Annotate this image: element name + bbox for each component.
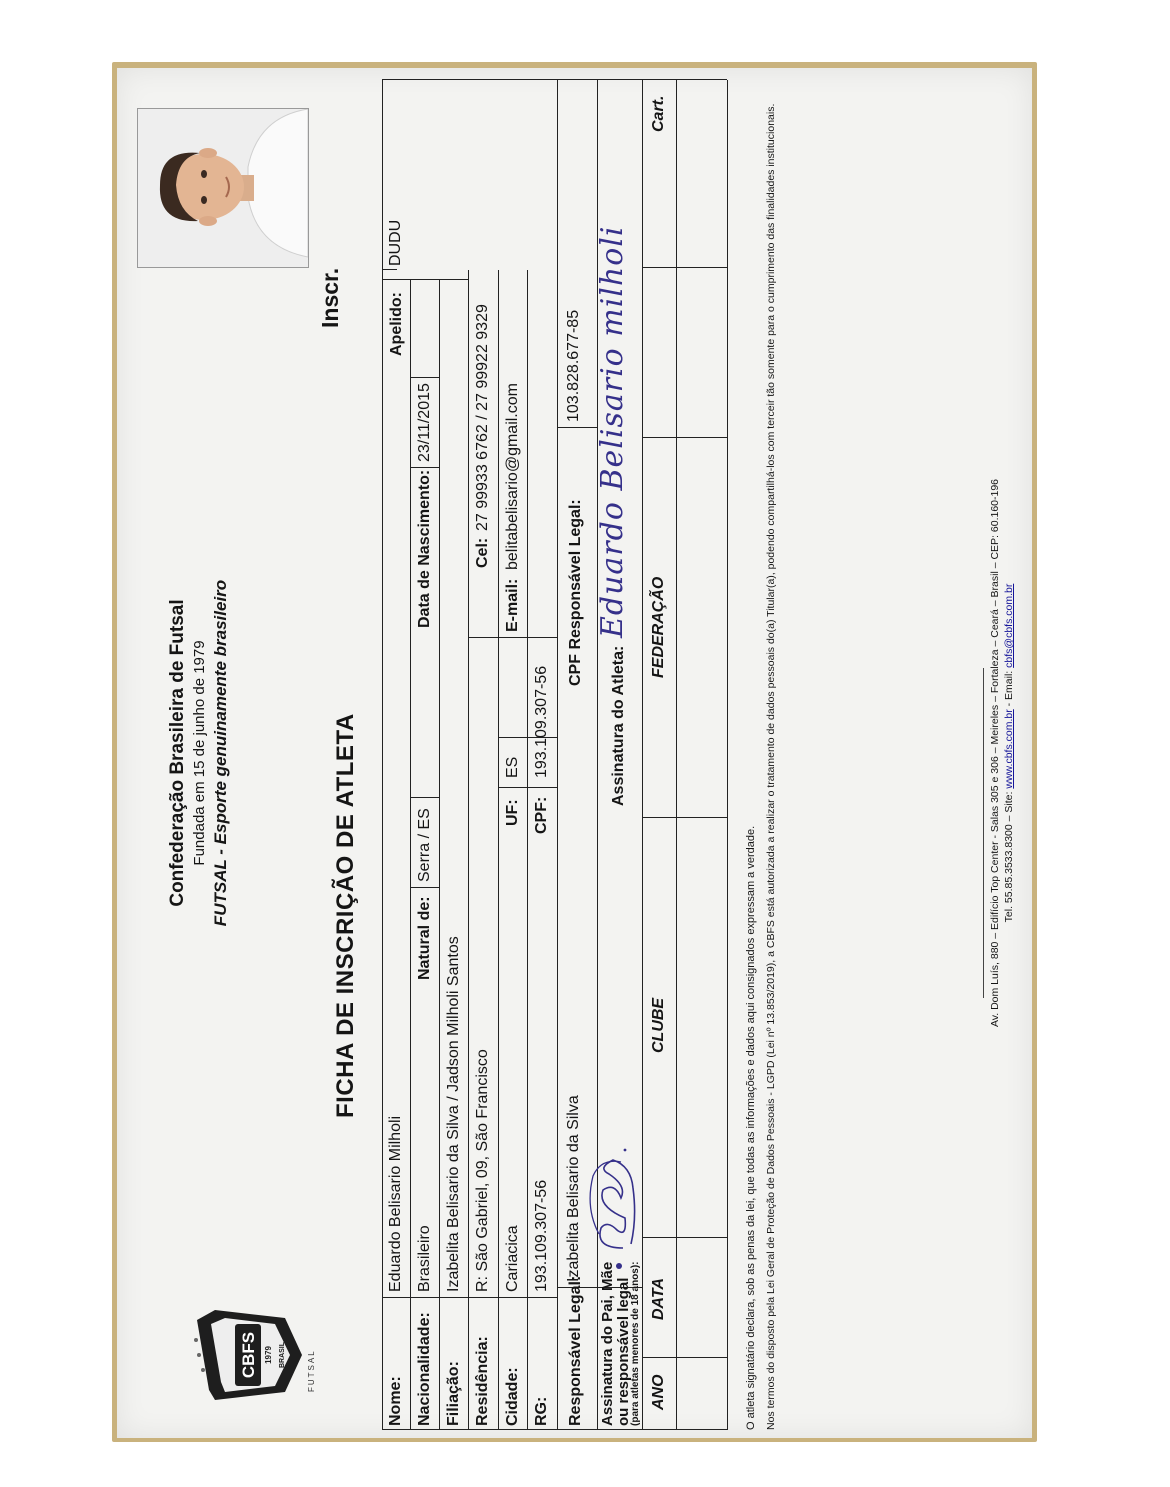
col-data: DATA bbox=[650, 1277, 667, 1320]
rule bbox=[410, 797, 439, 798]
nacionalidade-label: Nacionalidade: bbox=[416, 1312, 433, 1426]
cpf-responsavel-label: CPF Responsável Legal: bbox=[567, 499, 584, 686]
cidade-label: Cidade: bbox=[504, 1367, 521, 1426]
assinatura-pai-note: (para atletas menores de 18 anos): bbox=[630, 1261, 641, 1426]
athlete-signature: Eduardo Belisario milholi bbox=[595, 225, 630, 638]
assinatura-atleta-label: Assinatura do Atleta: bbox=[610, 645, 627, 806]
scanned-paper bbox=[117, 68, 1032, 1438]
declaration-text: O atleta signatário declara, sob as penas da lei, que todas as informações e dados aqui consignados expressam a verdade. bbox=[745, 825, 757, 1430]
rule bbox=[498, 270, 499, 1430]
rule bbox=[382, 279, 468, 280]
inscr-label: Inscr. bbox=[317, 267, 343, 328]
rule bbox=[410, 280, 411, 1430]
nacionalidade-value: Brasileiro bbox=[416, 1225, 433, 1292]
cidade-value: Cariacica bbox=[504, 1225, 521, 1292]
footer-rule bbox=[983, 668, 984, 998]
nascimento-value: 23/11/2015 bbox=[416, 383, 433, 462]
footer-email-link[interactable]: cbfs@cbfs.com.br bbox=[1003, 583, 1015, 668]
footer-site-link[interactable]: www.cbfs.com.br bbox=[1003, 709, 1015, 789]
rule bbox=[410, 467, 439, 468]
rule bbox=[642, 1237, 727, 1238]
uf-label: UF: bbox=[504, 799, 521, 826]
filiacao-label: Filiação: bbox=[445, 1361, 462, 1426]
responsavel-value: Izabelita Belisario da Silva bbox=[565, 1095, 582, 1282]
rg-value: 193.109.307-56 bbox=[533, 1179, 550, 1292]
rule bbox=[727, 80, 728, 1430]
svg-text:1979: 1979 bbox=[264, 1346, 273, 1364]
col-ano: ANO bbox=[650, 1374, 667, 1410]
rule bbox=[527, 270, 528, 1430]
nome-value: Eduardo Belisario Milholi bbox=[387, 1115, 404, 1292]
parent-signature bbox=[587, 1138, 642, 1278]
residencia-value: R: São Gabriel, 09, São Francisco bbox=[474, 1049, 491, 1292]
registration-form bbox=[117, 68, 1032, 1438]
rule bbox=[439, 280, 440, 1430]
uf-value: ES bbox=[504, 756, 521, 778]
footer-contact bbox=[1003, 68, 1015, 1438]
residencia-label: Residência: bbox=[474, 1336, 491, 1426]
rule bbox=[642, 267, 727, 268]
athlete-photo bbox=[137, 108, 309, 268]
rule bbox=[676, 80, 677, 1430]
cpf-responsavel-value: 103.828.677-85 bbox=[565, 309, 582, 422]
rule bbox=[557, 427, 597, 428]
rg-label: RG: bbox=[533, 1396, 550, 1426]
rule bbox=[382, 79, 727, 80]
rule bbox=[642, 437, 727, 438]
assinatura-pai-label-1: Assinatura do Pai, Mãe bbox=[599, 1261, 616, 1426]
apelido-value: DUDU bbox=[387, 219, 404, 266]
assinatura-pai-label-2: ou responsável legal bbox=[615, 1277, 632, 1426]
col-clube: CLUBE bbox=[650, 997, 667, 1053]
rule bbox=[382, 1429, 727, 1430]
logo-subtitle: FUTSAL bbox=[307, 1349, 316, 1392]
footer-email-prefix: - Email: bbox=[1003, 670, 1015, 707]
rule bbox=[468, 637, 557, 638]
form-title: FICHA DE INSCRIÇÃO DE ATLETA bbox=[332, 713, 359, 1118]
rule bbox=[557, 80, 558, 1430]
email-label: E-mail: bbox=[504, 578, 521, 632]
filiacao-value: Izabelita Belisario da Silva / Jadson Milholi Santos bbox=[445, 936, 462, 1292]
org-founded: Fundada em 15 de junho de 1979 bbox=[191, 640, 208, 866]
rule bbox=[468, 270, 469, 1430]
rule bbox=[642, 817, 727, 818]
email-value: belitabelisario@gmail.com bbox=[504, 383, 521, 570]
cel-label: Cel: bbox=[474, 537, 491, 568]
lgpd-text: Nos termos do disposto pela Lei Geral de Proteção de Dados Pessoais - LGPD (Lei nº 13.853/2019), a CBFS está autorizada a realizar o tratamento de dados pessoais do(a) Titular(a), podendo compartilhá-los com terceir tão somente para o cumprimento das finalidades institucionais. bbox=[765, 103, 777, 1430]
rule bbox=[642, 1357, 727, 1358]
natural-value: Serra / ES bbox=[416, 808, 433, 882]
rule bbox=[382, 1297, 557, 1298]
responsavel-label: Responsável Legal: bbox=[567, 1275, 584, 1426]
col-federacao: FEDERAÇÃO bbox=[650, 576, 667, 678]
svg-text:BRASIL: BRASIL bbox=[279, 1341, 286, 1369]
cpf-label: CPF: bbox=[533, 796, 550, 834]
cpf-value: 193.109.307-56 bbox=[533, 665, 550, 778]
cel-value: 27 99933 6762 / 27 99922 9329 bbox=[474, 304, 491, 531]
rule bbox=[410, 377, 439, 378]
rule bbox=[410, 887, 439, 888]
footer-tel: Tel. 55.85.3533.8300 – Site: bbox=[1003, 791, 1015, 923]
footer-address: Av. Dom Luís, 880 – Edifício Top Center - Salas 305 e 306 – Meireles – Fortaleza – Ceará – Brasil – CEP: 60.160-196 bbox=[989, 478, 1001, 1028]
rule bbox=[382, 269, 397, 270]
col-cart: Cart. bbox=[650, 95, 667, 132]
nome-label: Nome: bbox=[387, 1376, 404, 1426]
org-name: Confederação Brasileira de Futsal bbox=[167, 599, 188, 907]
apelido-label: Apelido: bbox=[388, 292, 405, 356]
natural-label: Natural de: bbox=[416, 896, 433, 980]
org-slogan: FUTSAL - Esporte genuinamente brasileiro bbox=[211, 579, 230, 927]
svg-text:CBFS: CBFS bbox=[239, 1331, 258, 1379]
rule bbox=[642, 80, 643, 1430]
rule bbox=[382, 80, 383, 1430]
rule bbox=[498, 787, 557, 788]
nascimento-label: Data de Nascimento: bbox=[416, 469, 433, 628]
